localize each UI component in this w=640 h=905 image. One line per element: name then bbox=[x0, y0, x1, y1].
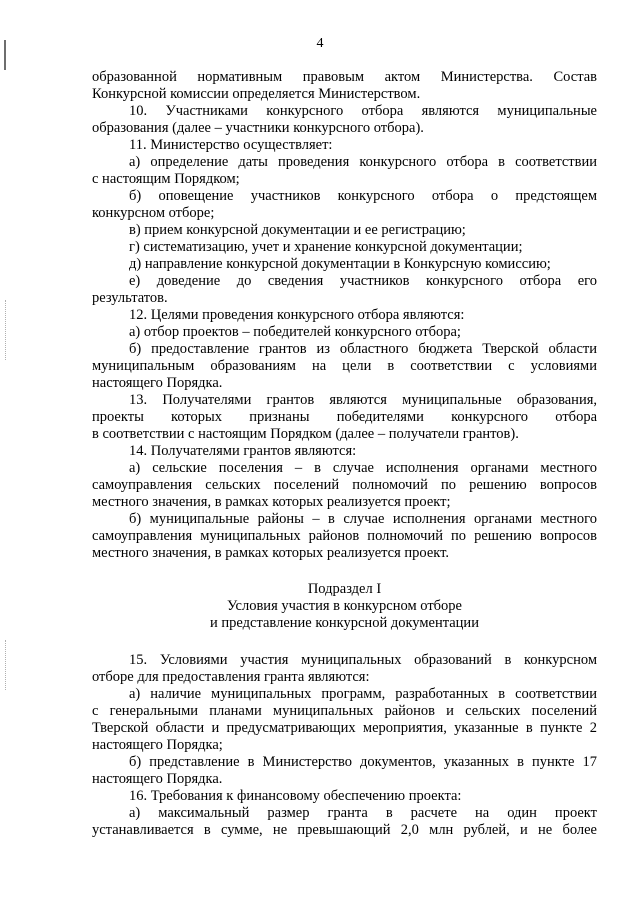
text-line: самоуправления муниципальных районов полномочий по решению вопросов bbox=[92, 528, 597, 544]
text-line: 11. Министерство осуществляет: bbox=[129, 137, 333, 153]
text-line: 16. Требования к финансовому обеспечению проекта: bbox=[129, 788, 462, 804]
text-line: 14. Получателями грантов являются: bbox=[129, 443, 357, 459]
text-line: образования (далее – участники конкурсного отбора). bbox=[92, 120, 424, 136]
text-line: местного значения, в рамках которых реализуется проект. bbox=[92, 545, 450, 561]
text-line: а) максимальный размер гранта в расчете на один проект bbox=[129, 805, 597, 821]
text-line: 15. Условиями участия муниципальных образований в конкурсном bbox=[129, 652, 597, 668]
text-line: настоящего Порядка. bbox=[92, 375, 223, 391]
paragraphs-section-1 bbox=[92, 69, 597, 562]
scan-edge-dots bbox=[5, 300, 7, 360]
text-line: а) определение даты проведения конкурсного отбора в соответствии bbox=[129, 154, 597, 170]
text-line: конкурсном отборе; bbox=[92, 205, 215, 221]
text-line: б) представление в Министерство документов, указанных в пункте 17 bbox=[129, 754, 597, 770]
text-line: г) систематизацию, учет и хранение конкурсной документации; bbox=[129, 239, 523, 255]
spacer bbox=[92, 632, 597, 652]
scan-edge-dots bbox=[5, 640, 7, 690]
text-line: отборе для предоставления гранта являются: bbox=[92, 669, 370, 685]
text-line: результатов. bbox=[92, 290, 168, 306]
text-line: с настоящим Порядком; bbox=[92, 171, 240, 187]
text-line: б) муниципальные районы – в случае исполнения органами местного bbox=[129, 511, 597, 527]
text-line: е) доведение до сведения участников конкурсного отбора его bbox=[129, 273, 597, 289]
text-line: 12. Целями проведения конкурсного отбора являются: bbox=[129, 307, 465, 323]
text-line: а) сельские поселения – в случае исполнения органами местного bbox=[129, 460, 597, 476]
text-line: самоуправления сельских поселений полномочий по решению вопросов bbox=[92, 477, 597, 493]
text-line: устанавливается в сумме, не превышающий 2,0 млн рублей, и не более bbox=[92, 822, 597, 838]
text-line: д) направление конкурсной документации в Конкурсную комиссию; bbox=[129, 256, 551, 272]
text-line: б) оповещение участников конкурсного отбора о предстоящем bbox=[129, 188, 597, 204]
paragraphs-section-2 bbox=[92, 652, 597, 839]
text-line: с генеральными планами муниципальных районов и сельских поселений bbox=[92, 703, 597, 719]
text-line: 13. Получателями грантов являются муниципальные образования, bbox=[129, 392, 597, 408]
page-number: 4 bbox=[316, 36, 324, 51]
text-line: настоящего Порядка; bbox=[92, 737, 223, 753]
document-body bbox=[92, 69, 597, 839]
text-line: а) наличие муниципальных программ, разработанных в соответствии bbox=[129, 686, 597, 702]
text-line: Тверской области и предусматривающих мероприятия, указанные в пункте 2 bbox=[92, 720, 597, 736]
text-line: проекты которых признаны победителями конкурсного отбора bbox=[92, 409, 597, 425]
text-line: 10. Участниками конкурсного отбора являются муниципальные bbox=[129, 103, 597, 119]
text-line: в) прием конкурсной документации и ее регистрацию; bbox=[129, 222, 466, 238]
subsection-title-line-1: Условия участия в конкурсном отборе bbox=[227, 598, 462, 614]
subsection-title-line-2: и представление конкурсной документации bbox=[210, 615, 479, 631]
subsection-number: Подраздел I bbox=[307, 581, 382, 597]
spacer bbox=[92, 562, 597, 581]
text-line: а) отбор проектов – победителей конкурсного отбора; bbox=[129, 324, 461, 340]
text-line: местного значения, в рамках которых реализуется проект; bbox=[92, 494, 451, 510]
text-line: Конкурсной комиссии определяется Министерством. bbox=[92, 86, 421, 102]
text-line: муниципальным образованиям на цели в соответствии с условиями bbox=[92, 358, 597, 374]
text-line: настоящего Порядка. bbox=[92, 771, 223, 787]
text-line: б) предоставление грантов из областного бюджета Тверской области bbox=[129, 341, 597, 357]
text-line: образованной нормативным правовым актом Министерства. Состав bbox=[92, 69, 597, 85]
text-line: в соответствии с настоящим Порядком (далее – получатели грантов). bbox=[92, 426, 519, 442]
